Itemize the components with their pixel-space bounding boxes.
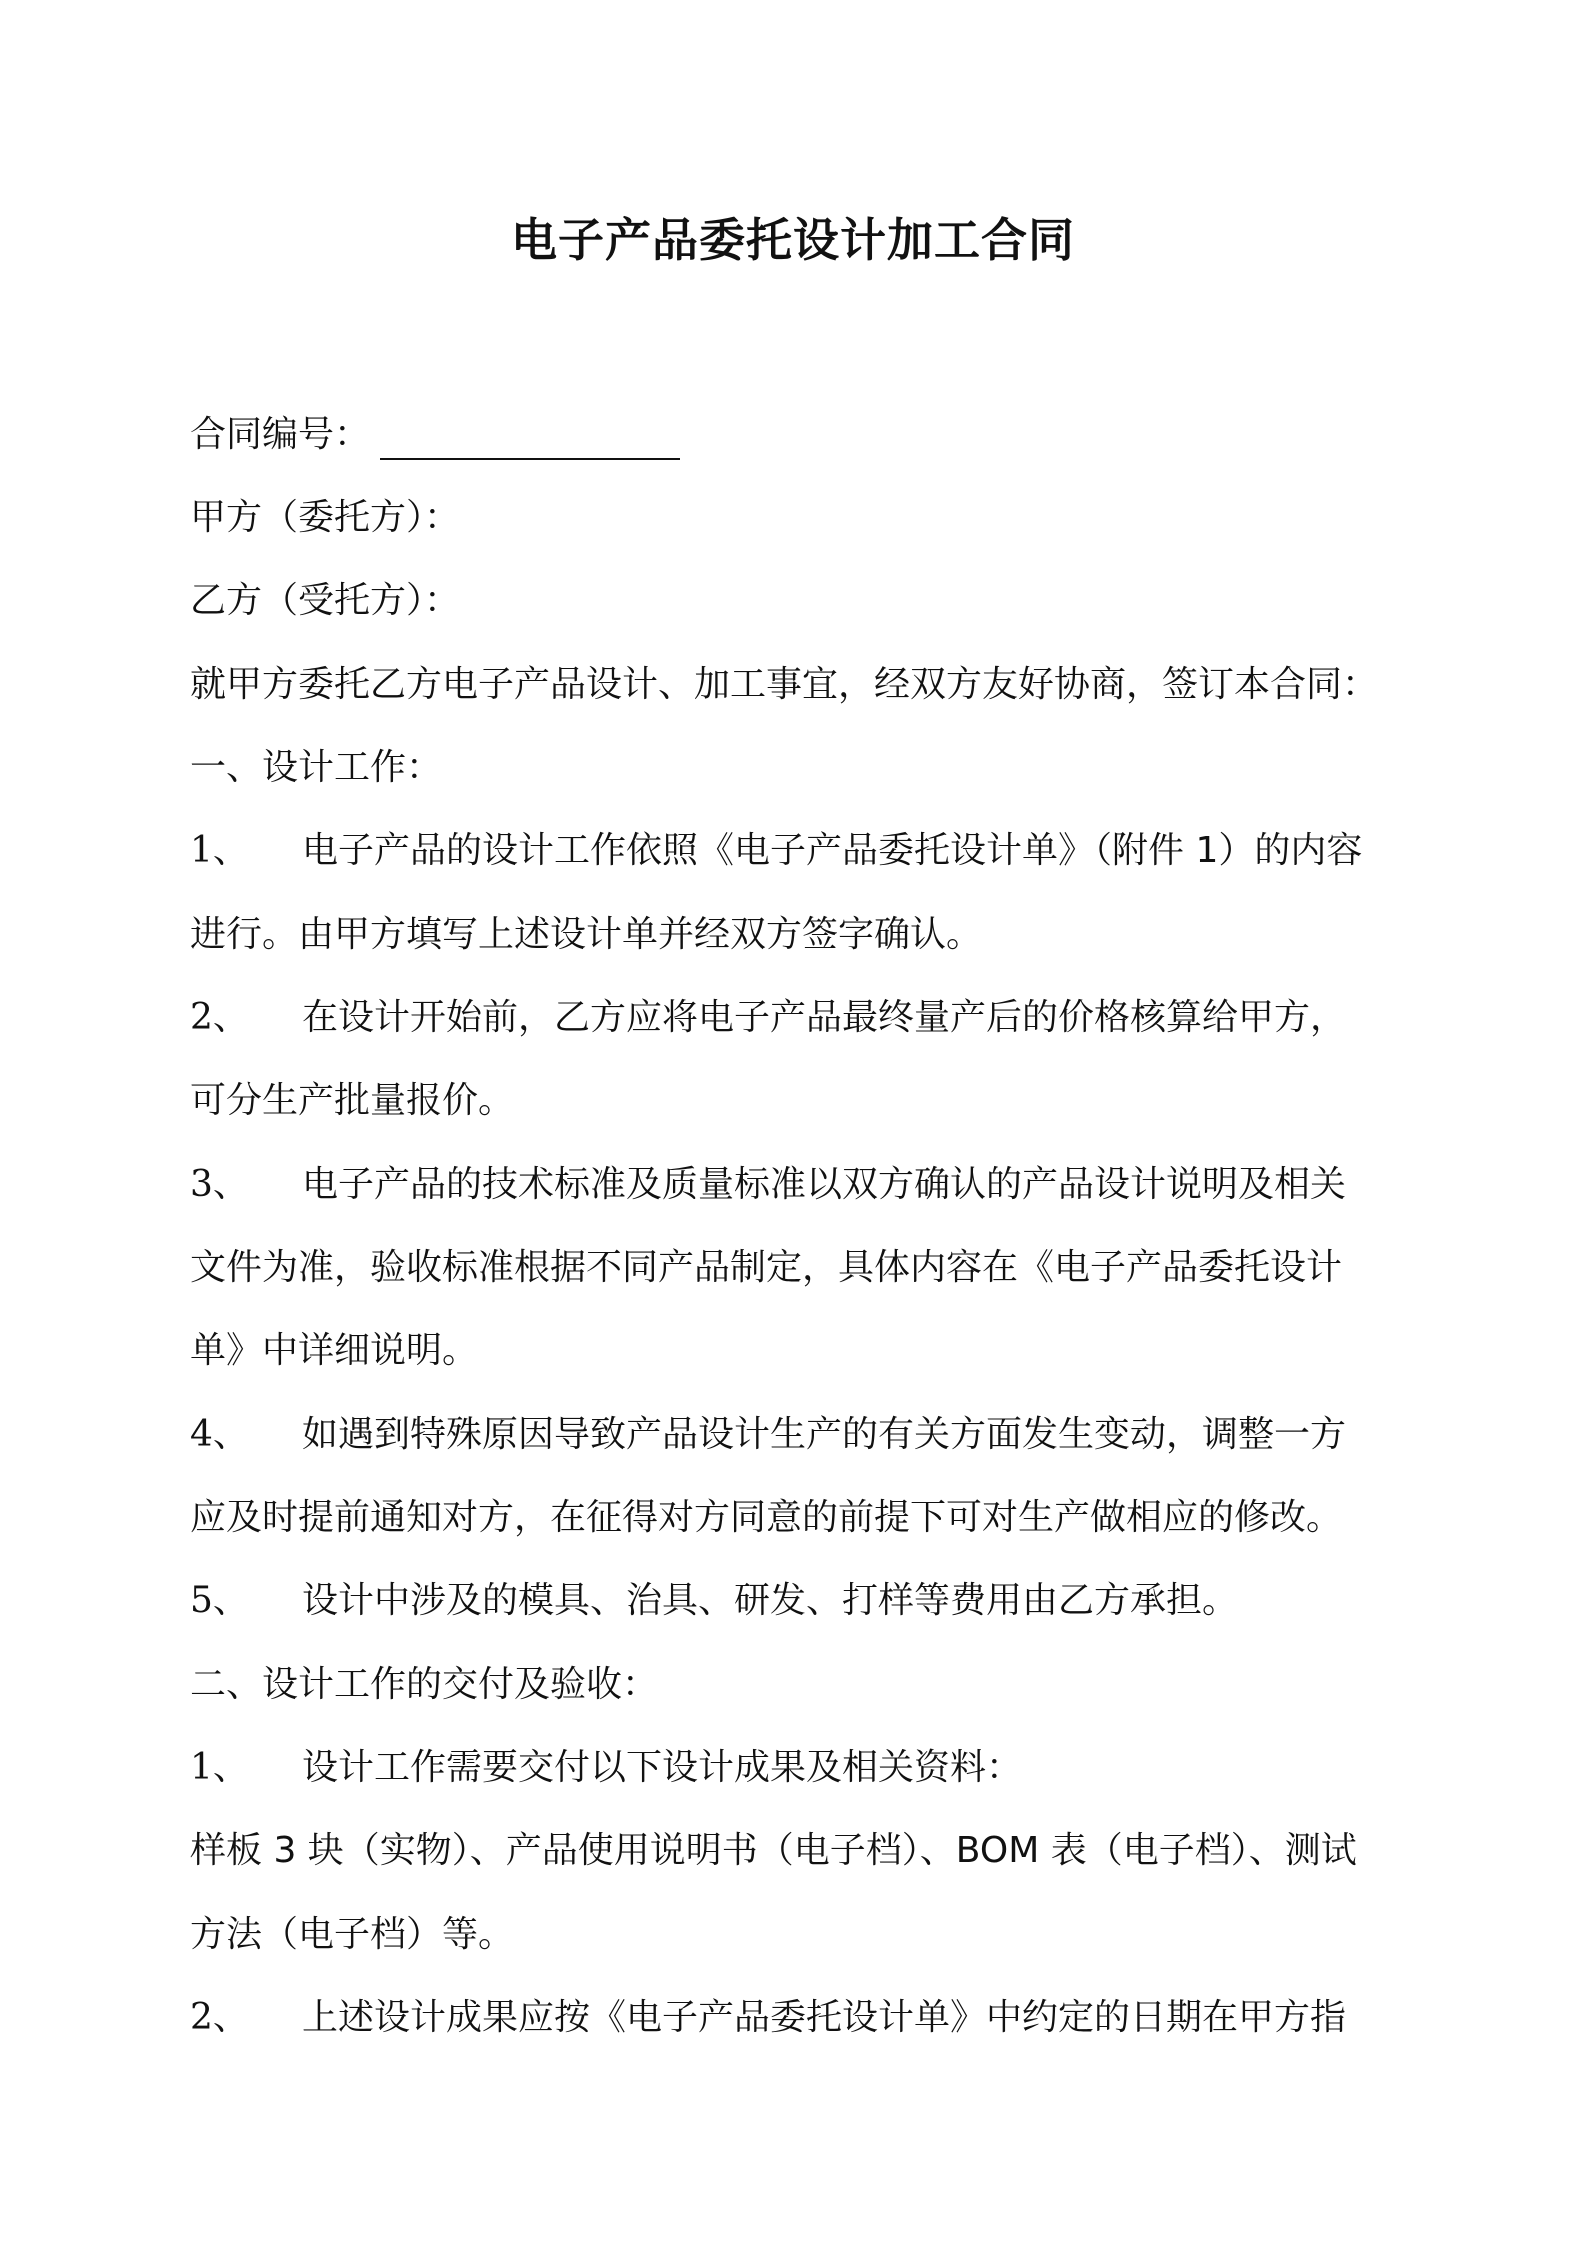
clause-1-3-line3: 单》中详细说明。 [190,1330,479,1371]
preamble-text: 就甲方委托乙方电子产品设计、加工事宜，经双方友好协商，签订本合同： [190,664,1379,705]
clause-1-3-line2: 文件为准，验收标准根据不同产品制定，具体内容在《电子产品委托设计 [190,1247,1343,1288]
clause-2-1-line2: 样板 3 块（实物）、产品使用说明书（电子档）、BOM 表（电子档）、测试 [190,1830,1357,1871]
clause-text: 设计中涉及的模具、治具、研发、打样等费用由乙方承担。 [302,1580,1239,1621]
clause-2-1-line3: 方法（电子档）等。 [190,1914,515,1955]
clause-number: 1、 [190,1747,249,1788]
contract-number-line [190,410,1410,460]
clause-number: 4、 [190,1414,249,1455]
section2-heading: 二、设计工作的交付及验收： [190,1664,659,1705]
clause-1-1-line2: 进行。由甲方填写上述设计单并经双方签字确认。 [190,914,983,955]
clause-2-2-line1 [190,1993,1410,2043]
page-title: 电子产品委托设计加工合同 [511,213,1075,267]
clause-1-4-line1 [190,1410,1410,1460]
clause-text: 电子产品的设计工作依照《电子产品委托设计单》（附件 1）的内容 [302,830,1363,871]
clause-number: 1、 [190,830,249,871]
clause-1-5-line1 [190,1576,1410,1626]
clause-2-1-line1 [190,1743,1410,1793]
section1-heading: 一、设计工作： [190,747,443,788]
clause-number: 2、 [190,1997,249,2038]
party-b-line: 乙方（受托方）： [190,580,461,621]
clause-number: 5、 [190,1580,249,1621]
contract-number-label: 合同编号： [190,414,371,455]
clause-1-2-line1 [190,993,1410,1043]
clause-text: 在设计开始前，乙方应将电子产品最终量产后的价格核算给甲方， [302,997,1347,1038]
clause-1-4-line2: 应及时提前通知对方，在征得对方同意的前提下可对生产做相应的修改。 [190,1497,1343,1538]
clause-1-3-line1 [190,1160,1410,1210]
clause-number: 3、 [190,1164,249,1205]
clause-text: 设计工作需要交付以下设计成果及相关资料： [302,1747,1023,1788]
clause-1-2-line2: 可分生产批量报价。 [190,1080,515,1121]
contract-number-blank [380,418,680,460]
clause-1-1-line1 [190,826,1410,876]
clause-number: 2、 [190,997,249,1038]
clause-text: 如遇到特殊原因导致产品设计生产的有关方面发生变动，调整一方 [302,1414,1347,1455]
clause-text: 电子产品的技术标准及质量标准以双方确认的产品设计说明及相关 [302,1164,1347,1205]
clause-text: 上述设计成果应按《电子产品委托设计单》中约定的日期在甲方指 [302,1997,1347,2038]
party-a-line: 甲方（委托方）： [190,497,461,538]
